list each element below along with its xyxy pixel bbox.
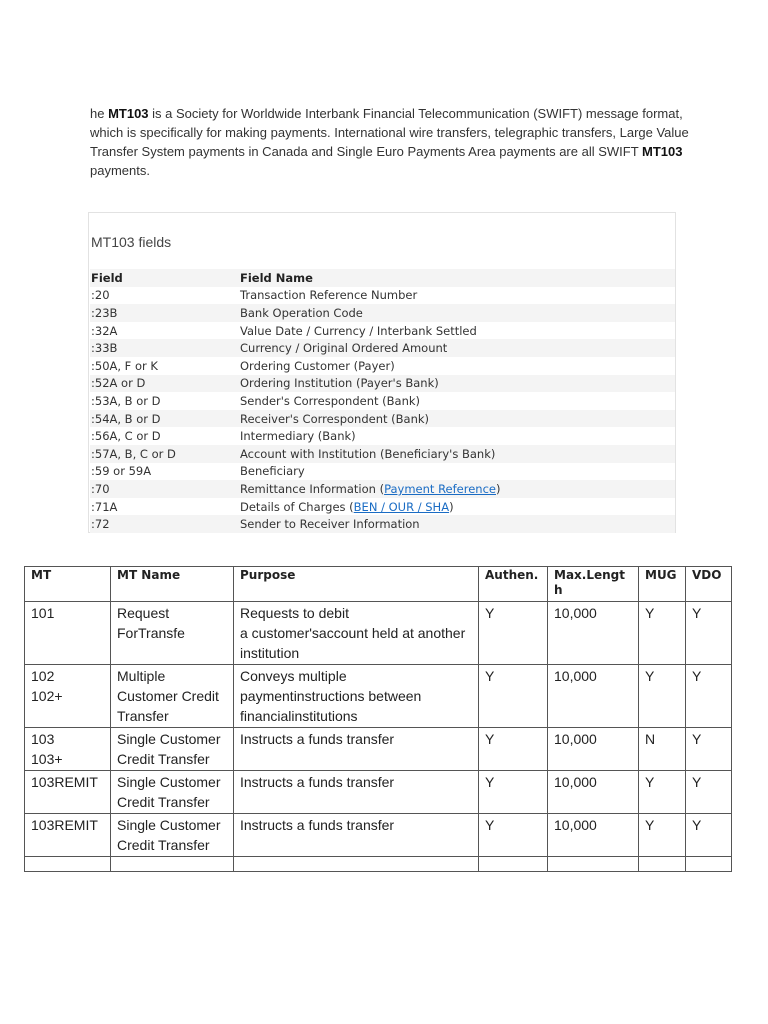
charges-link[interactable]: BEN / OUR / SHA	[353, 499, 450, 514]
table-row	[90, 498, 675, 516]
table-row	[90, 463, 675, 481]
empty-cell	[234, 857, 479, 872]
cell-mug: N	[639, 728, 686, 771]
header-authen: Authen.	[479, 567, 548, 602]
cell-authen: Y	[479, 665, 548, 728]
field-name: Sender to Receiver Information	[240, 517, 420, 532]
intro-text-3: payments.	[90, 163, 150, 178]
cell-authen: Y	[479, 728, 548, 771]
header-mt: MT	[25, 567, 111, 602]
table-row	[90, 392, 675, 410]
table-row	[90, 410, 675, 428]
cell-purpose: Instructs a funds transfer	[234, 814, 479, 857]
field-name-prefix: Details of Charges (	[240, 499, 354, 514]
field-code: :32A	[91, 323, 118, 338]
cell-max-length: 10,000	[548, 602, 639, 665]
cell-mt-name: Single Customer Credit Transfer	[111, 728, 234, 771]
field-name: Intermediary (Bank)	[240, 429, 356, 444]
table-row	[25, 728, 732, 771]
table-row	[90, 322, 675, 340]
table-row	[25, 771, 732, 814]
empty-cell	[686, 857, 732, 872]
fields-header-row	[90, 269, 675, 287]
cell-mug: Y	[639, 814, 686, 857]
table-row	[90, 445, 675, 463]
field-name: Account with Institution (Beneficiary's Bank)	[240, 446, 496, 461]
cell-mt: 103 103+	[25, 728, 111, 771]
header-purpose: Purpose	[234, 567, 479, 602]
fields-header-field: Field	[91, 270, 123, 285]
cell-mt-name: Single Customer Credit Transfer	[111, 771, 234, 814]
table-row	[90, 339, 675, 357]
field-name: Sender's Correspondent (Bank)	[240, 393, 421, 408]
table-row	[90, 287, 675, 305]
intro-paragraph	[90, 104, 690, 180]
cell-vdo: Y	[686, 728, 732, 771]
empty-cell	[111, 857, 234, 872]
field-code: :71A	[91, 499, 118, 514]
table-row	[90, 515, 675, 533]
cell-max-length: 10,000	[548, 814, 639, 857]
field-name: Receiver's Correspondent (Bank)	[240, 411, 430, 426]
field-name: Transaction Reference Number	[240, 288, 418, 303]
table-row	[90, 427, 675, 445]
cell-mt-name: Request ForTransfe	[111, 602, 234, 665]
cell-mt: 101	[25, 602, 111, 665]
cell-mt: 103REMIT	[25, 814, 111, 857]
empty-cell	[479, 857, 548, 872]
cell-vdo: Y	[686, 771, 732, 814]
cell-purpose: Requests to debit a customer'saccount held at another institution	[234, 602, 479, 665]
cell-purpose: Instructs a funds transfer	[234, 771, 479, 814]
field-code: :23B	[91, 305, 118, 320]
empty-cell	[25, 857, 111, 872]
cell-purpose: Instructs a funds transfer	[234, 728, 479, 771]
cell-vdo: Y	[686, 602, 732, 665]
cell-mt-name: Multiple Customer Credit Transfer	[111, 665, 234, 728]
field-name: Value Date / Currency / Interbank Settled	[240, 323, 477, 338]
cell-max-length: 10,000	[548, 665, 639, 728]
empty-cell	[639, 857, 686, 872]
mt103-fields-table	[90, 269, 675, 533]
field-code: :56A, C or D	[91, 429, 161, 444]
intro-text-1: he	[90, 106, 109, 121]
header-max-length: Max.Length	[548, 567, 639, 602]
table-row	[90, 304, 675, 322]
mt103-fields-panel	[88, 212, 676, 533]
cell-authen: Y	[479, 814, 548, 857]
cell-authen: Y	[479, 771, 548, 814]
field-name-suffix: )	[496, 481, 501, 496]
header-vdo: VDO	[686, 567, 732, 602]
table-row	[25, 814, 732, 857]
fields-title: MT103 fields	[91, 234, 172, 250]
cell-max-length: 10,000	[548, 728, 639, 771]
cell-authen: Y	[479, 602, 548, 665]
table-row	[90, 357, 675, 375]
empty-table-row	[25, 857, 732, 872]
field-code: :72	[91, 517, 110, 532]
payment-reference-link[interactable]: Payment Reference	[384, 481, 496, 496]
field-name	[239, 498, 675, 516]
field-code: :70	[91, 481, 110, 496]
cell-vdo: Y	[686, 814, 732, 857]
cell-mt: 103REMIT	[25, 771, 111, 814]
mt-table-header-row	[25, 567, 732, 602]
mt-message-types-table	[24, 566, 732, 872]
field-name: Beneficiary	[240, 464, 305, 479]
cell-vdo: Y	[686, 665, 732, 728]
field-code: :33B	[91, 341, 118, 356]
fields-header-name: Field Name	[240, 270, 313, 285]
field-code: :57A, B, C or D	[91, 446, 176, 461]
field-name: Currency / Original Ordered Amount	[240, 341, 448, 356]
table-row	[25, 602, 732, 665]
empty-cell	[548, 857, 639, 872]
header-mug: MUG	[639, 567, 686, 602]
field-name-prefix: Remittance Information (	[240, 481, 385, 496]
field-code: :54A, B or D	[91, 411, 161, 426]
field-code: :50A, F or K	[91, 358, 158, 373]
field-code: :20	[91, 288, 110, 303]
cell-mug: Y	[639, 665, 686, 728]
field-name: Bank Operation Code	[240, 305, 363, 320]
cell-mt-name: Single Customer Credit Transfer	[111, 814, 234, 857]
field-name: Ordering Institution (Payer's Bank)	[240, 376, 439, 391]
field-name-suffix: )	[449, 499, 454, 514]
intro-bold-mt103: MT103	[108, 106, 149, 121]
header-mt-name: MT Name	[111, 567, 234, 602]
field-name: Ordering Customer (Payer)	[240, 358, 395, 373]
table-row	[90, 480, 675, 498]
table-row	[90, 375, 675, 393]
cell-mt: 102 102+	[25, 665, 111, 728]
intro-text-2: is a Society for Worldwide Interbank Financial Telecommunication (SWIFT) message format, which is specifically for making payments. International wire transfers, telegraphic transfers, Large Value Transfer System payments in Canada and Single Euro Payments Area payments are all SWIFT	[90, 106, 689, 159]
cell-max-length: 10,000	[548, 771, 639, 814]
table-row	[25, 665, 732, 728]
cell-mug: Y	[639, 602, 686, 665]
field-name	[239, 480, 675, 498]
field-code: :59 or 59A	[91, 464, 152, 479]
field-code: :53A, B or D	[91, 393, 161, 408]
field-code: :52A or D	[91, 376, 146, 391]
intro-bold-mt103-2: MT103	[642, 144, 683, 159]
cell-purpose: Conveys multiple paymentinstructions between financialinstitutions	[234, 665, 479, 728]
cell-mug: Y	[639, 771, 686, 814]
